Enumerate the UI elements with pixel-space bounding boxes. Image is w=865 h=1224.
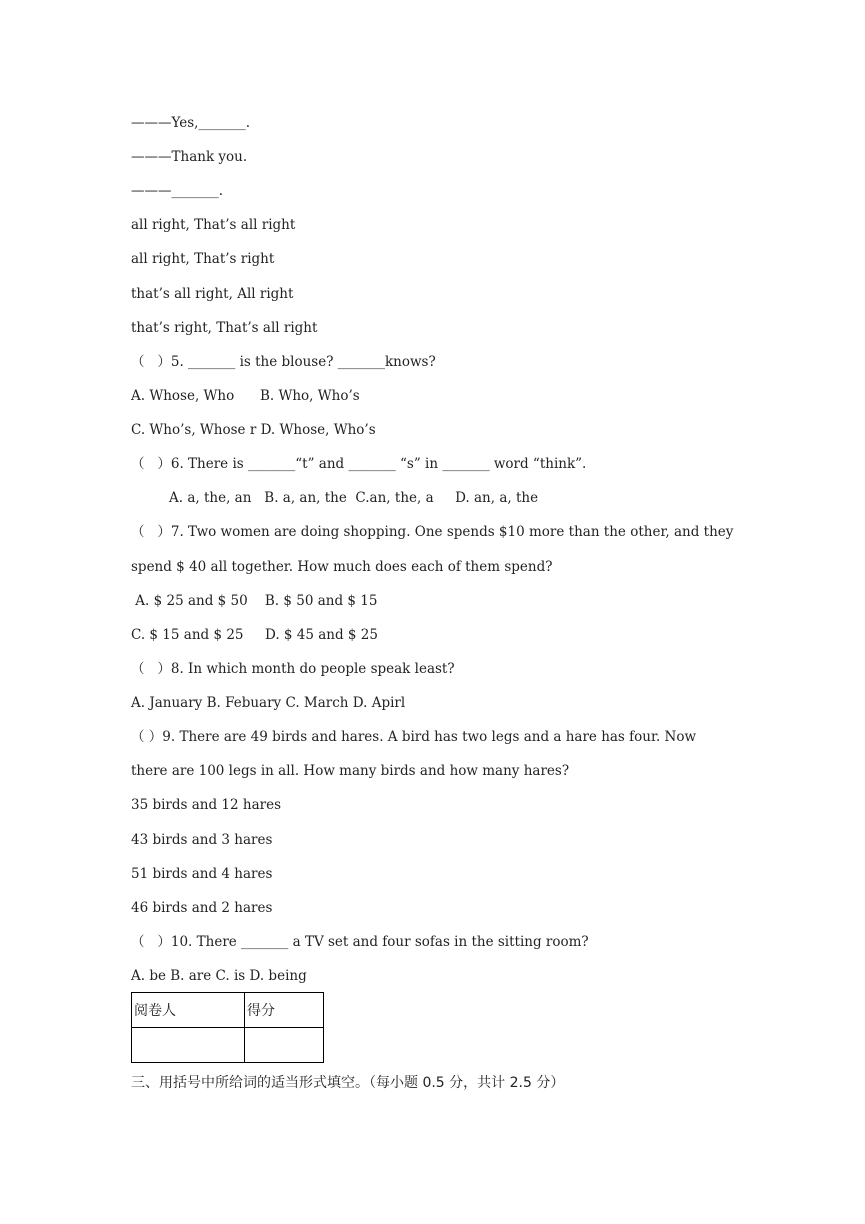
question-5-options-cd: C. Who’s, Whose r D. Whose, Who’s: [131, 422, 376, 438]
question-10-options: A. be B. are C. is D. being: [131, 968, 307, 984]
question-5-options-ab: A. Whose, Who B. Who, Who’s: [131, 388, 360, 404]
dialogue-line-2: ———Thank you.: [131, 149, 248, 165]
option-line: that’s all right, All right: [131, 286, 294, 302]
option-line: 46 birds and 2 hares: [131, 900, 273, 916]
question-9-continued: there are 100 legs in all. How many birds and how many hares?: [131, 763, 570, 779]
dialogue-line-1: ———Yes,_______.: [131, 115, 250, 131]
question-6: （ ）6. There is _______“t” and _______ “s” in _______ word “think”.: [131, 456, 587, 472]
grader-table: [131, 992, 324, 1063]
option-line: all right, That’s all right: [131, 217, 296, 233]
question-7: （ ）7. Two women are doing shopping. One spends $10 more than the other, and they: [131, 524, 734, 540]
question-10: （ ）10. There _______ a TV set and four sofas in the sitting room?: [131, 934, 589, 950]
option-line: all right, That’s right: [131, 251, 275, 267]
option-line: 51 birds and 4 hares: [131, 866, 273, 882]
question-9: （ ）9. There are 49 birds and hares. A bird has two legs and a hare has four. Now: [131, 729, 697, 745]
question-8: （ ）8. In which month do people speak least?: [131, 661, 455, 677]
option-line: that’s right, That’s all right: [131, 320, 318, 336]
reviewer-label: 阅卷人: [132, 993, 245, 1028]
section-heading: 三、用括号中所给词的适当形式填空。（每小题 0.5 分，共计 2.5 分）: [131, 1075, 565, 1091]
reviewer-cell: [132, 1028, 245, 1063]
question-8-options: A. January B. Febuary C. March D. Apirl: [131, 695, 406, 711]
question-7-options-ab: A. $ 25 and $ 50 B. $ 50 and $ 15: [131, 593, 378, 609]
dialogue-line-3: ———_______.: [131, 183, 224, 199]
question-5: （ ）5. _______ is the blouse? _______knows?: [131, 354, 436, 370]
question-7-options-cd: C. $ 15 and $ 25 D. $ 45 and $ 25: [131, 627, 378, 643]
score-label: 得分: [245, 993, 324, 1028]
score-cell: [245, 1028, 324, 1063]
option-line: 43 birds and 3 hares: [131, 832, 273, 848]
question-6-options: A. a, the, an B. a, an, the C.an, the, a D. an, a, the: [169, 490, 539, 506]
question-7-continued: spend $ 40 all together. How much does each of them spend?: [131, 559, 553, 575]
option-line: 35 birds and 12 hares: [131, 797, 282, 813]
